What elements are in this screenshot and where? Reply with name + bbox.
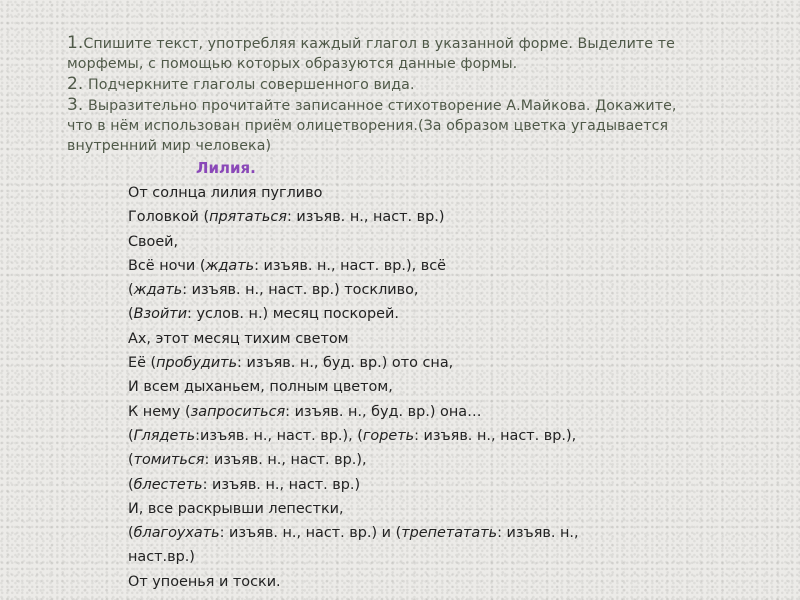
verb-infinitive: ждать bbox=[205, 257, 255, 274]
poem-line bbox=[128, 375, 728, 399]
poem-line bbox=[128, 205, 728, 229]
poem-fragment: Её ( bbox=[128, 355, 157, 372]
verb-infinitive: Глядеть bbox=[133, 427, 196, 444]
task-1-line bbox=[67, 33, 727, 54]
poem-fragment: Всё ночи ( bbox=[128, 257, 206, 274]
poem-fragment: : изъяв. н., bbox=[497, 525, 579, 542]
poem-line bbox=[128, 351, 728, 375]
poem-fragment: наст.вр.) bbox=[128, 549, 195, 566]
poem-fragment: : услов. н.) месяц поскорей. bbox=[187, 306, 399, 323]
verb-infinitive: гореть bbox=[362, 427, 415, 444]
verb-infinitive: Взойти bbox=[133, 306, 188, 323]
task-instructions bbox=[67, 33, 727, 156]
verb-infinitive: пробудить bbox=[156, 355, 238, 372]
poem-fragment: От солнца лилия пугливо bbox=[128, 185, 323, 201]
task-3-line bbox=[67, 116, 727, 136]
poem-line bbox=[128, 181, 728, 205]
poem-line bbox=[128, 521, 728, 545]
poem-line bbox=[128, 302, 728, 326]
poem-fragment: Ах, этот месяц тихим светом bbox=[128, 330, 349, 347]
poem-fragment: И, все раскрывши лепестки, bbox=[128, 500, 344, 517]
verb-infinitive: томиться bbox=[133, 452, 205, 469]
task-number: 3. bbox=[67, 95, 84, 115]
poem-fragment: ( bbox=[128, 452, 134, 469]
poem-fragment: ( bbox=[128, 427, 134, 444]
poem-fragment: Своей, bbox=[128, 233, 179, 250]
poem-fragment: ( bbox=[128, 476, 134, 493]
poem-line bbox=[128, 473, 728, 497]
task-3-line bbox=[67, 95, 727, 116]
poem-text bbox=[128, 181, 728, 594]
task-text: Выразительно прочитайте записанное стихотворение А.Майкова. Докажите, bbox=[83, 98, 677, 114]
verb-infinitive: трепетатать bbox=[401, 525, 498, 542]
poem-fragment: И всем дыханьем, полным цветом, bbox=[128, 379, 393, 396]
poem-title: Лилия. bbox=[196, 159, 256, 177]
poem-fragment: : изъяв. н., буд. вр.) она… bbox=[285, 403, 482, 420]
poem-fragment: : изъяв. н., буд. вр.) ото сна, bbox=[237, 355, 454, 372]
poem-line bbox=[128, 327, 728, 351]
poem-line bbox=[128, 400, 728, 424]
poem-line bbox=[128, 497, 728, 521]
poem-line bbox=[128, 570, 728, 594]
task-number: 1. bbox=[67, 33, 84, 53]
poem-fragment: : изъяв. н., наст. вр.) тоскливо, bbox=[182, 282, 419, 299]
poem-fragment: Головкой ( bbox=[128, 209, 210, 226]
poem-fragment: ( bbox=[128, 306, 134, 323]
verb-infinitive: прятаться bbox=[209, 209, 287, 226]
task-text: Подчеркните глаголы совершенного вида. bbox=[83, 77, 415, 93]
task-1-line bbox=[67, 54, 727, 74]
verb-infinitive: блестеть bbox=[133, 476, 203, 493]
poem-fragment: : изъяв. н., наст. вр.) bbox=[202, 476, 361, 493]
poem-fragment: : изъяв. н., наст. вр.) и ( bbox=[219, 525, 402, 542]
poem-line bbox=[128, 230, 728, 254]
poem-line bbox=[128, 254, 728, 278]
poem-fragment: :изъяв. н., наст. вр.), ( bbox=[195, 427, 363, 444]
task-text: внутренний мир человека) bbox=[67, 138, 272, 154]
poem-fragment: : изъяв. н., наст. вр.), bbox=[414, 427, 577, 444]
poem-line bbox=[128, 545, 728, 569]
verb-infinitive: благоухать bbox=[133, 525, 220, 542]
poem-line bbox=[128, 448, 728, 472]
verb-infinitive: запроситься bbox=[190, 403, 286, 420]
verb-infinitive: ждать bbox=[133, 282, 183, 299]
poem-line bbox=[128, 278, 728, 302]
task-text: морфемы, с помощью которых образуются данные формы. bbox=[67, 56, 518, 72]
task-2-line bbox=[67, 74, 727, 95]
poem-line bbox=[128, 424, 728, 448]
task-text: Спишите текст, употребляя каждый глагол в указанной форме. Выделите те bbox=[83, 36, 675, 52]
poem-fragment: : изъяв. н., наст. вр.) bbox=[286, 209, 445, 226]
task-3-line bbox=[67, 136, 727, 156]
poem-fragment: ( bbox=[128, 525, 134, 542]
poem-fragment: : изъяв. н., наст. вр.), всё bbox=[254, 257, 446, 274]
task-number: 2. bbox=[67, 74, 84, 94]
poem-fragment: К нему ( bbox=[128, 403, 191, 420]
task-text: что в нём использован приём олицетворения.(За образом цветка угадывается bbox=[67, 118, 669, 134]
poem-fragment: ( bbox=[128, 282, 134, 299]
poem-fragment: От упоенья и тоски. bbox=[128, 573, 281, 590]
poem-fragment: : изъяв. н., наст. вр.), bbox=[204, 452, 367, 469]
